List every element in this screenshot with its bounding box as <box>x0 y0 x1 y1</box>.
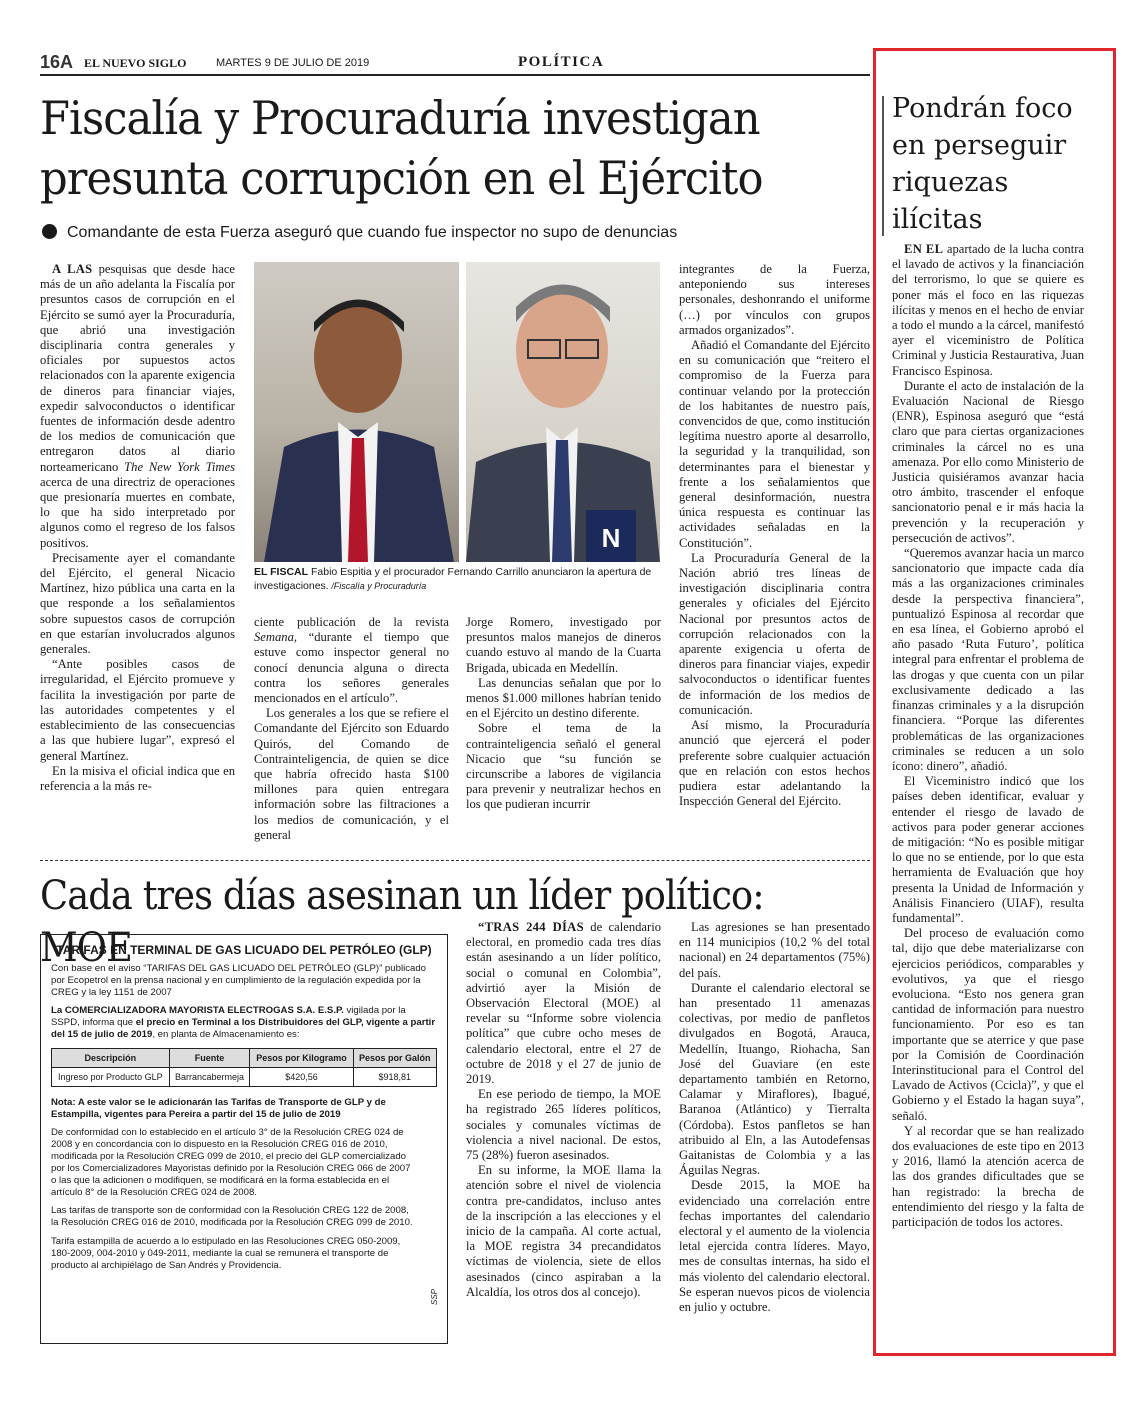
paragraph: Y al recordar que se han realizado dos evaluaciones de este tipo en 2013 y 2016, llamó la atención acerca de las dos grandes dificultades que se han registrado: la brecha de entendimiento del riesgo y la falta de participación de todos los actores. <box>892 1123 1084 1229</box>
ad-paragraph-3: De conformidad con lo establecido en el artículo 3° de la Resolución CREG 024 de 2008 y en concordancia con lo dispuesto en la Resolución CREG 016 de 2010, modificada por la Resolución CREG 099 de 2010, el precio del GLP comercializado por los Comercializadores Mayoristas definido por la Resolución CREG 066 de 2007 o las que la adicionen o modifiquen, se modificará en la forma establecida en el artículo 8° de la Resolución CREG 024 de 2008. <box>51 1126 411 1199</box>
article1-subhead <box>42 224 862 242</box>
paragraph: A LAS pesquisas que desde hace más de un año adelanta la Fiscalía por presuntos casos de corrupción en el Ejército se sumó ayer la Procuraduría, que abrió una investigación disciplinaria contra generales y oficiales por supuestos actos relacionados con la aparente exigencia de dineros para financiar viajes, expedir salvoconductos o identificar fuentes de información desde adentro de los medios de comunicación que entregaron datos al diario norteamericano The New York Times acerca de una directriz de operaciones que presionaría muertes en combate, lo que ha sido interpretado por algunos como el regreso de los falsos positivos. <box>40 262 235 550</box>
ssp-logo: SSP <box>430 1289 439 1306</box>
paragraph: En la misiva el oficial indica que en referencia a la más re- <box>40 763 235 793</box>
paragraph: Sobre el tema de la contrainteligencia señaló el general Nicacio que “su función se circunscribe a labores de vigilancia para prevenir y neutralizar hechos en los que pudieran incurrir <box>466 721 661 812</box>
photo-fiscal <box>254 262 459 562</box>
photo-caption <box>254 566 664 593</box>
table-header-row <box>52 1048 437 1067</box>
headline-line-1: Fiscalía y Procuraduría investigan <box>40 91 760 145</box>
paragraph: En ese periodo de tiempo, la MOE ha registrado 265 líderes políticos, sociales y comunales víctimas de violencia a nivel nacional. De estos, 75 (28%) fueron asesinados. <box>466 1087 661 1163</box>
paragraph: integrantes de la Fuerza, anteponiendo sus intereses personales, deshonrando el uniforme (…) por vínculos con grupos armados organizados”. <box>679 262 870 337</box>
ad-paragraph-1: Con base en el aviso “TARIFAS DEL GAS LICUADO DEL PETRÓLEO (GLP)” publicado por Ecopetrol en la prensa nacional y en cumplimiento de la regulación expedida por la CREG y la ley 1151 de 2007 <box>51 963 427 999</box>
article2-headline: Cada tres días asesinan un líder político: MOE <box>40 873 764 971</box>
table-header: Pesos por Kilogramo <box>250 1048 353 1067</box>
paragraph: EN EL apartado de la lucha contra el lavado de activos y la financiación del terrorismo, lo que se quiere es poner más el foco en las riquezas ilícitas y menos en el hecho de enviar a todo el mundo a la cárcel, manifestó ayer el viceministro de Política Criminal y Justicia Restaurativa, Juan Francisco Espinosa. <box>892 242 1084 378</box>
article2-column-1 <box>466 920 661 1300</box>
sidebar-headline <box>892 90 1102 238</box>
paragraph: En su informe, la MOE llama la atención sobre el nivel de violencia contra pre-candidatos, incluso antes de la inscripción a las elecciones y el inicio de la campaña. Al corte actual, la MOE registra 34 precandidatos víctimas de violencia, siete de ellos asesinados (cinco aspiraban a la Alcaldía, los otros dos al concejo). <box>466 1163 661 1299</box>
bullet-dot <box>42 224 57 239</box>
sidebar-headline-line: en perseguir <box>892 130 1067 161</box>
table-header: Fuente <box>169 1048 250 1067</box>
table-cell: Barrancabermeja <box>169 1067 250 1086</box>
table-header: Descripción <box>52 1048 170 1067</box>
article-separator <box>40 860 870 861</box>
caption-credit: /Fiscalía y Procuraduría <box>328 580 427 591</box>
paragraph: Añadió el Comandante del Ejército en su comunicación que “reitero el compromiso de la Fuerza para continuar velando por la protección de los habitantes de nuestro país, convencidos de que, como institución legítima nuestro aporte al desarrollo, la seguridad y la tranquilidad, son determinantes para el bienestar y frente a los señalamientos que general desinformación, nuestra única respuesta es continuar las actividades señaladas en la Constitución”. <box>679 338 870 550</box>
ad-title: TARIFAS EN TERMINAL DE GAS LICUADO DEL PETRÓLEO (GLP) <box>56 943 432 957</box>
table-cell: $918,81 <box>353 1067 436 1086</box>
paragraph: Precisamente ayer el comandante del Ejército, el general Nicacio Martínez, hizo pública una carta en la que responde a los señalamientos sobre supuestos casos de corrupción en que estarían involucrados algunos generales. <box>40 550 235 657</box>
page-number: 16A <box>40 52 74 72</box>
article1-column-4 <box>679 262 870 809</box>
section-name: POLÍTICA <box>518 54 605 70</box>
article1-column-3 <box>466 615 661 813</box>
table-cell: Ingreso por Producto GLP <box>52 1067 170 1086</box>
paragraph: El Viceministro indicó que los países deben identificar, evaluar y entender el riesgo de lavado de activos para poder generar acciones de mitigación: “No es posible mitigar lo que no se entiende, por lo que esta herramienta de Evaluación que hoy presenta la Unidad de Información y Análisis Financiero (UIAF), resulta fundamental”. <box>892 774 1084 925</box>
paragraph: Desde 2015, la MOE ha evidenciado una correlación entre fechas importantes del calendario electoral y el aumento de la violencia letal ejercida contra líderes. Mayo, mes de consultas internas, ha sido el más violento del calendario electoral. Se esperan nuevos picos de violencia en julio y octubre. <box>679 1178 870 1315</box>
ad-footer <box>51 1097 437 1272</box>
paragraph: “TRAS 244 DÍAS de calendario electoral, en promedio cada tres días están asesinando a un líder político, social o comunal en Colombia”, advirtió ayer la Misión de Observación Electoral (MOE) al revelar su “Informe sobre violencia política” que cubre ocho meses de calendario electoral, entre el 27 de octubre de 2018 y el 27 de junio de 2019. <box>466 920 661 1087</box>
photo-procurador <box>466 262 660 562</box>
gas-tariff-ad <box>40 934 448 1344</box>
paragraph: Las denuncias señalan que por lo menos $1.000 millones habrían tenido en el Ejército un destino diferente. <box>466 675 661 721</box>
article1-headline <box>40 88 820 208</box>
ad-paragraph-4: Las tarifas de transporte son de conformidad con la Resolución CREG 122 de 2008, la Resolución CREG 016 de 2010, modificada por la Resolución CREG 099 de 2010. <box>51 1205 413 1229</box>
page-header <box>40 52 870 74</box>
paragraph: Así mismo, la Procuraduría anunció que ejercerá el poder preferente sobre cualquier actuación que en relación con estos hechos pudiera estar adelantando la Inspección General del Ejército. <box>679 718 870 809</box>
paragraph: Durante el calendario electoral se han presentado 11 amenazas colectivas, por medio de panfletos divulgados en Bogotá, Arauca, Medellín, Ituango, Riohacha, San José del Guaviare (en este departamento también en Retorno, Calamar y Miraflores), Ibagué, Baranoa (Atlántico) y Tierralta (Córdoba). Estos panfletos se han atribuido al Eln, a las Autodefensas Gaitanistas de Colombia y a las Águilas Negras. <box>679 980 870 1178</box>
paragraph: Las agresiones se han presentado en 114 municipios (10,2 % del total nacional) en 24 departamentos (75%) del país. <box>679 920 870 980</box>
sidebar-headline-line: ilícitas <box>892 204 983 235</box>
sidebar-headline-line: Pondrán foco <box>892 93 1073 124</box>
sidebar-rule <box>882 96 884 236</box>
ad-body <box>51 963 437 1042</box>
ad-note: Nota: A este valor se le adicionarán las Tarifas de Transporte de GLP y de Estampilla, vigentes para Pereira a partir del 15 de julio de 2019 <box>51 1096 386 1120</box>
svg-text:N: N <box>601 523 621 553</box>
paragraph: “Queremos avanzar hacia un marco sancionatorio que impacte cada día más a las organizaciones criminales desde la perspectiva financiera”, puntualizó Espinosa al recordar que en esa línea, el Gobierno aprobó el año pasado ‘Ruta Futuro’, política integral para enfrentar el problema de las drogas y que cuenta con un pilar exclusivamente dedicado a las finanzas criminales y a la disrupción financiera. “Porque las diferentes problemáticas de las organizaciones criminales se reducen a un solo ícono: dinero”, añadió. <box>892 546 1084 773</box>
paragraph: Durante el acto de instalación de la Evaluación Nacional de Riesgo (ENR), Espinosa aseguró que “está claro que para ciertas organizaciones criminales la cárcel no es una amenaza. Por ello como Ministerio de Justicia quisiéramos avanzar hacia otro ámbito, trascender el enfoque sancionatorio penal e ir más hacia la prevención y la recuperación y persecución de activos”. <box>892 378 1084 545</box>
paragraph: Del proceso de evaluación como tal, dijo que debe materializarse con ejercicios periódicos, comparables y evolutivos, ya que el riesgo evoluciona. “Esto nos genera gran cantidad de información para nuestro funcionamiento. Por eso es tan importante que se aterrice y que pase por la Comisión de Coordinación Interinstitucional para el Control del Lavado de Activos (Ccicla)”, y que el Gobierno y el Estado la hagan suya”, señaló. <box>892 926 1084 1123</box>
paper-name: EL NUEVO SIGLO <box>84 56 187 70</box>
subhead-text: Comandante de esta Fuerza aseguró que cuando fue inspector no supo de denuncias <box>67 224 678 241</box>
paragraph: La Procuraduría General de la Nación abrió tres líneas de investigación disciplinaria contra generales y oficiales del Ejército Nacional por presuntos actos de corrupción relacionados con la aparente exigencia u oferta de dineros para financiar viajes, expedir salvoconductos o identificar fuentes de información de los medios de comunicación. <box>679 550 870 717</box>
caption-bold: EL FISCAL <box>254 566 309 578</box>
table-row <box>52 1067 437 1086</box>
table-cell: $420,56 <box>250 1067 353 1086</box>
ad-paragraph-2: La COMERCIALIZADORA MAYORISTA ELECTROGAS S.A. E.S.P. vigilada por la SSPD, informa que el precio en Terminal a los Distribuidores del GLP, vigente a partir del 15 de julio de 2019, en planta de Almacenamiento es: <box>51 1005 436 1041</box>
ad-paragraph-5: Tarifa estampilla de acuerdo a lo estipulado en las Resoluciones CREG 050-2009, 180-2009, 004-2010 y 049-2011, mediante la cual se remunera el transporte de producto al archipiélago de San Andrés y Providencia. <box>51 1235 401 1271</box>
article1-column-1 <box>40 262 235 794</box>
table-header: Pesos por Galón <box>353 1048 436 1067</box>
headline-line-2: presunta corrupción en el Ejército <box>40 151 763 205</box>
paragraph: “Ante posibles casos de irregularidad, el Ejército promueve y facilita la investigación por parte de las autoridades competentes y el establecimiento de las consecuencias a las que hubiere lugar”, expresó el general Martínez. <box>40 657 235 763</box>
tariff-table <box>51 1048 437 1087</box>
paragraph: ciente publicación de la revista Semana, “durante el tiempo que estuve como inspector general no conocí denuncia alguna o directa contra los señores generales mencionados en el artículo”. <box>254 615 449 706</box>
sidebar-body <box>892 242 1084 1230</box>
paragraph: Los generales a los que se refiere el Comandante del Ejército son Eduardo Quirós, del Comando de Contrainteligencia, de quien se dice que habría ofrecido hasta $100 millones para quien entregara información sobre las filtraciones a los medios de comunicación, y el general <box>254 706 449 842</box>
caption-text: Fabio Espitia y el procurador Fernando Carrillo anunciaron la apertura de investigaciones. <box>254 566 652 592</box>
article1-column-2 <box>254 615 449 843</box>
header-rule <box>40 74 870 76</box>
sidebar-headline-line: riquezas <box>892 167 1009 198</box>
article2-column-2 <box>679 920 870 1315</box>
paragraph: Jorge Romero, investigado por presuntos malos manejos de dineros cuando estuvo al mando de la Cuarta Brigada, ubicada en Medellín. <box>466 615 661 675</box>
page-date: MARTES 9 DE JULIO DE 2019 <box>216 57 370 69</box>
